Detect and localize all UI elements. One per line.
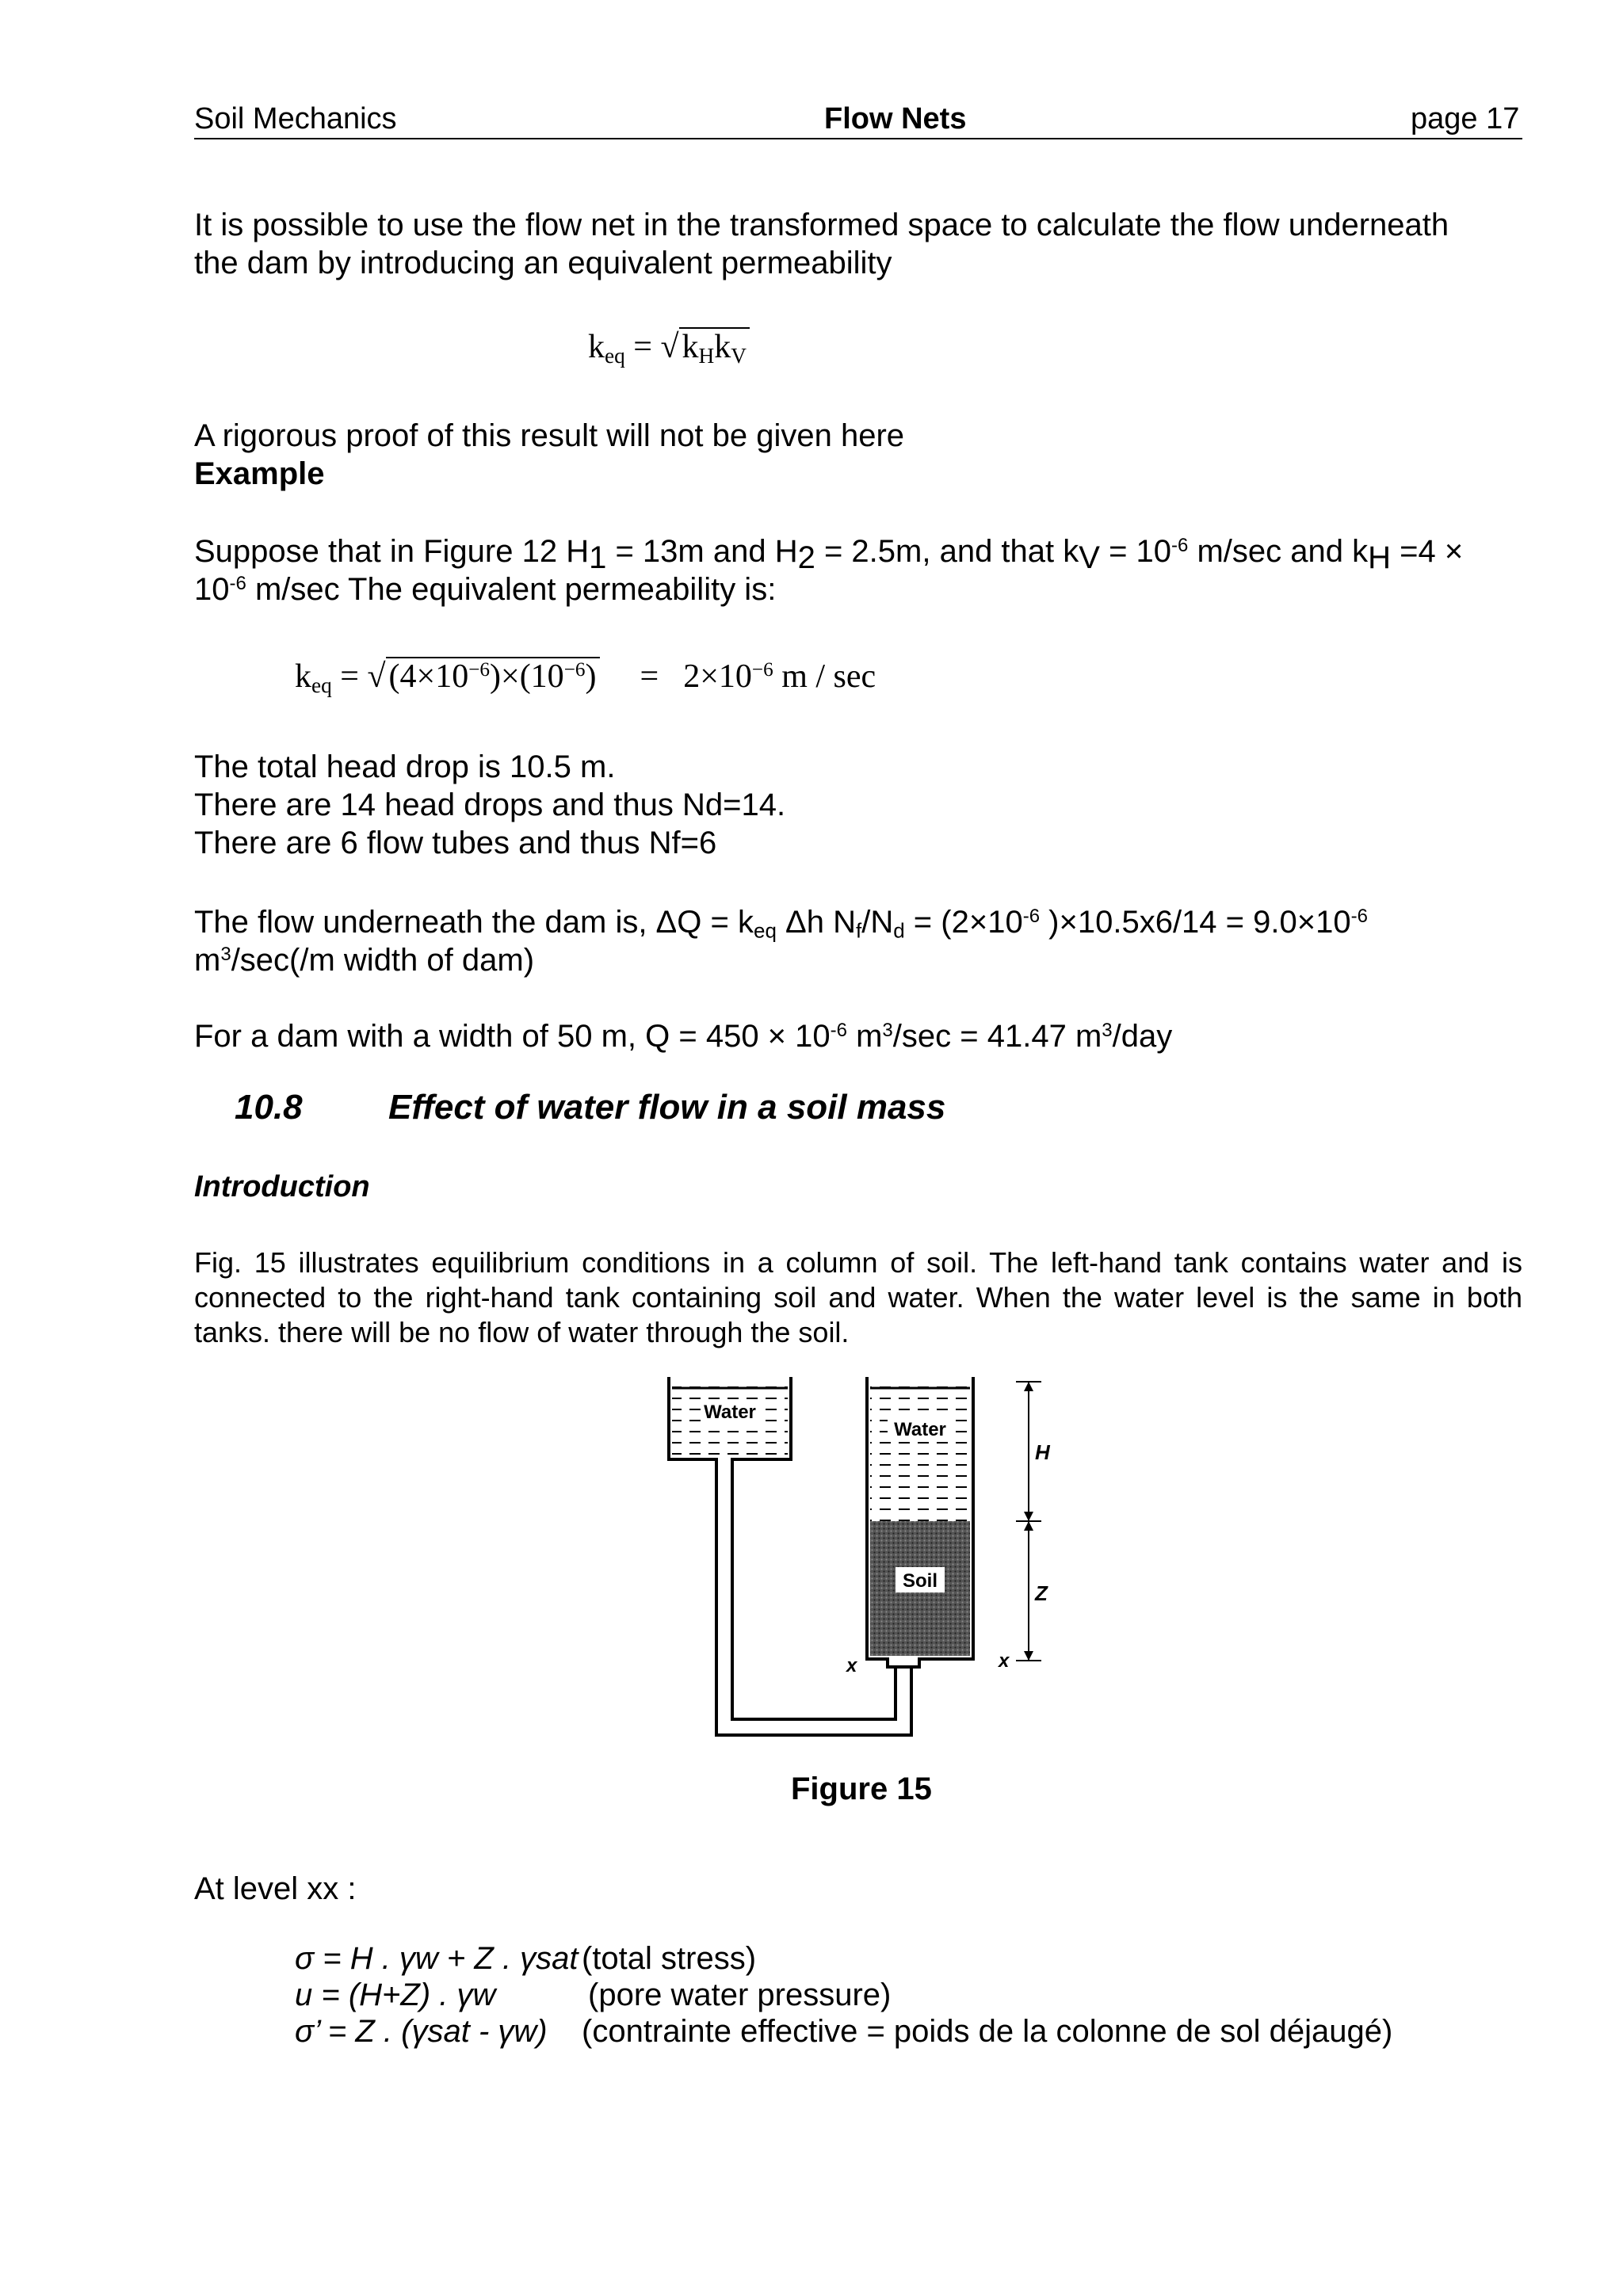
section-title: Effect of water flow in a soil mass (388, 1088, 946, 1127)
formula-keq-ka: k (682, 329, 699, 365)
formula2-equals-2: = (640, 658, 659, 695)
suppose-text-5: m/sec and k (1188, 534, 1369, 569)
section-number: 10.8 (235, 1088, 303, 1127)
flow-text-5: )×10.5x6/14 = 9.0×10 (1040, 905, 1351, 940)
flow-line-2 (194, 941, 534, 979)
formula2-exp-b: −6 (563, 659, 586, 681)
stress-note-effective: (contrainte effective = poids de la colonne de sol déjaugé) (582, 2014, 1393, 2049)
suppose-text-2: = 13m and H (606, 534, 798, 569)
x-label-left: x (846, 1655, 857, 1676)
formula2-exp-a: −6 (468, 659, 491, 681)
formula2-term-a: (4×10 (388, 658, 469, 695)
flow-line2-exp: 3 (220, 943, 231, 965)
introduction-heading: Introduction (194, 1170, 370, 1203)
dam-exp-3: 3 (1102, 1019, 1113, 1041)
suppose-text-6: =4 × (1391, 534, 1464, 569)
header-rule (194, 138, 1522, 139)
suppose-line-2 (194, 570, 776, 608)
dam-text-4: /day (1112, 1019, 1173, 1054)
nd-line: There are 14 head drops and thus Nd=14. (194, 788, 786, 822)
suppose-line2-base: 10 (194, 572, 230, 607)
sqrt-sign: √ (367, 658, 386, 695)
right-tank (867, 1377, 973, 1667)
proof-note: A rigorous proof of this result will not be given here (194, 418, 905, 453)
intro-line-2: the dam by introducing an equivalent permeability (194, 246, 892, 280)
flow-sub-d: d (893, 918, 905, 943)
stress-note-pore: (pore water pressure) (588, 1978, 892, 2012)
flow-line2-unit: m (194, 943, 221, 978)
flow-text-1: The flow underneath the dam is, ΔQ = k (194, 905, 754, 940)
header-page-number: page 17 (1411, 102, 1520, 135)
formula2-equals: = (340, 658, 359, 695)
flow-sub-f: f (855, 918, 862, 943)
suppose-line2-text: m/sec The equivalent permeability is: (246, 572, 777, 607)
formula-keq (588, 328, 750, 366)
suppose-text-3: = 2.5m, and that k (815, 534, 1079, 569)
formula2-result: 2×10 (683, 658, 752, 695)
x-label-right: x (999, 1650, 1010, 1672)
dam-text-1: For a dam with a width of 50 m, Q = 450 × 10 (194, 1019, 831, 1054)
formula2-unit: m / sec (781, 658, 876, 695)
fig15-paragraph: Fig. 15 illustrates equilibrium conditions in a column of soil. The left-hand tank contains water and is connected to the right-hand tank containing soil and water. When the water level is the same in both tanks. there will be no flow of water through the soil. (194, 1246, 1522, 1348)
flow-text-3: /N (861, 905, 894, 940)
stress-formula-pore: u = (H+Z) . γw (295, 1978, 496, 2012)
stress-formula-total: σ = H . γw + Z . γsat (295, 1941, 579, 1976)
suppose-exp-1: -6 (1171, 534, 1189, 556)
formula-keq-kb-sub: V (731, 343, 747, 368)
water-label-left: Water (704, 1402, 756, 1423)
stress-note-total: (total stress) (582, 1941, 757, 1976)
suppose-sub-1: 1 (589, 540, 607, 575)
dam-exp-1: -6 (830, 1019, 847, 1041)
suppose-sub-4: H (1368, 540, 1392, 575)
right-tank-water (870, 1386, 970, 1521)
intro-line-1: It is possible to use the flow net in the transformed space to calculate the flow underneath (194, 208, 1449, 242)
h-dimension-label: H (1035, 1440, 1050, 1464)
stress-formula-effective: σ’ = Z . (γsat - γw) (295, 2014, 548, 2049)
formula2-result-exp: −6 (751, 659, 773, 681)
header-title: Flow Nets (824, 102, 967, 135)
figure-caption: Figure 15 (791, 1772, 932, 1806)
dam-flow-line (194, 1017, 1172, 1055)
flow-line2-text: /sec(/m width of dam) (231, 943, 535, 978)
flow-text-2: Δh N (776, 905, 856, 940)
suppose-text-4: = 10 (1099, 534, 1172, 569)
example-heading: Example (194, 456, 325, 491)
flow-exp-1: -6 (1022, 905, 1041, 927)
flow-sub-eq: eq (753, 918, 777, 943)
formula2-lhs: k (295, 658, 311, 695)
formula-keq-lhs-sub: eq (605, 343, 625, 368)
head-drop-line: The total head drop is 10.5 m. (194, 749, 616, 784)
soil-label: Soil (902, 1570, 938, 1592)
flow-exp-2: -6 (1350, 905, 1368, 927)
suppose-sub-3: V (1079, 540, 1100, 575)
sqrt-sign: √ (660, 329, 679, 365)
z-dimension-label: Z (1035, 1581, 1048, 1605)
flow-text-4: = (2×10 (904, 905, 1023, 940)
suppose-line2-exp: -6 (229, 572, 246, 594)
dam-text-3: /sec = 41.47 m (892, 1019, 1102, 1054)
nf-line: There are 6 flow tubes and thus Nf=6 (194, 826, 717, 860)
figure-15-diagram (650, 1371, 1062, 1767)
formula-keq-equals: = (633, 329, 652, 365)
formula2-radicand (386, 657, 600, 695)
suppose-line-1 (194, 532, 1464, 575)
formula2-term-c: ) (585, 658, 597, 695)
level-text: At level xx : (194, 1871, 357, 1906)
dam-exp-2: 3 (882, 1019, 893, 1041)
formula-keq-ka-sub: H (698, 343, 715, 368)
suppose-text-1: Suppose that in Figure 12 H (194, 534, 590, 569)
header-left: Soil Mechanics (194, 102, 397, 135)
water-label-right: Water (894, 1419, 946, 1440)
formula-keq-radicand (679, 327, 750, 368)
dam-text-2: m (846, 1019, 883, 1054)
formula-keq-lhs: k (588, 329, 605, 365)
flow-line-1 (194, 903, 1368, 941)
formula2-term-b: )×(10 (490, 658, 564, 695)
formula-keq-numeric (295, 658, 876, 696)
formula-keq-kb: k (714, 329, 731, 365)
formula2-lhs-sub: eq (311, 673, 332, 697)
suppose-sub-2: 2 (797, 540, 815, 575)
